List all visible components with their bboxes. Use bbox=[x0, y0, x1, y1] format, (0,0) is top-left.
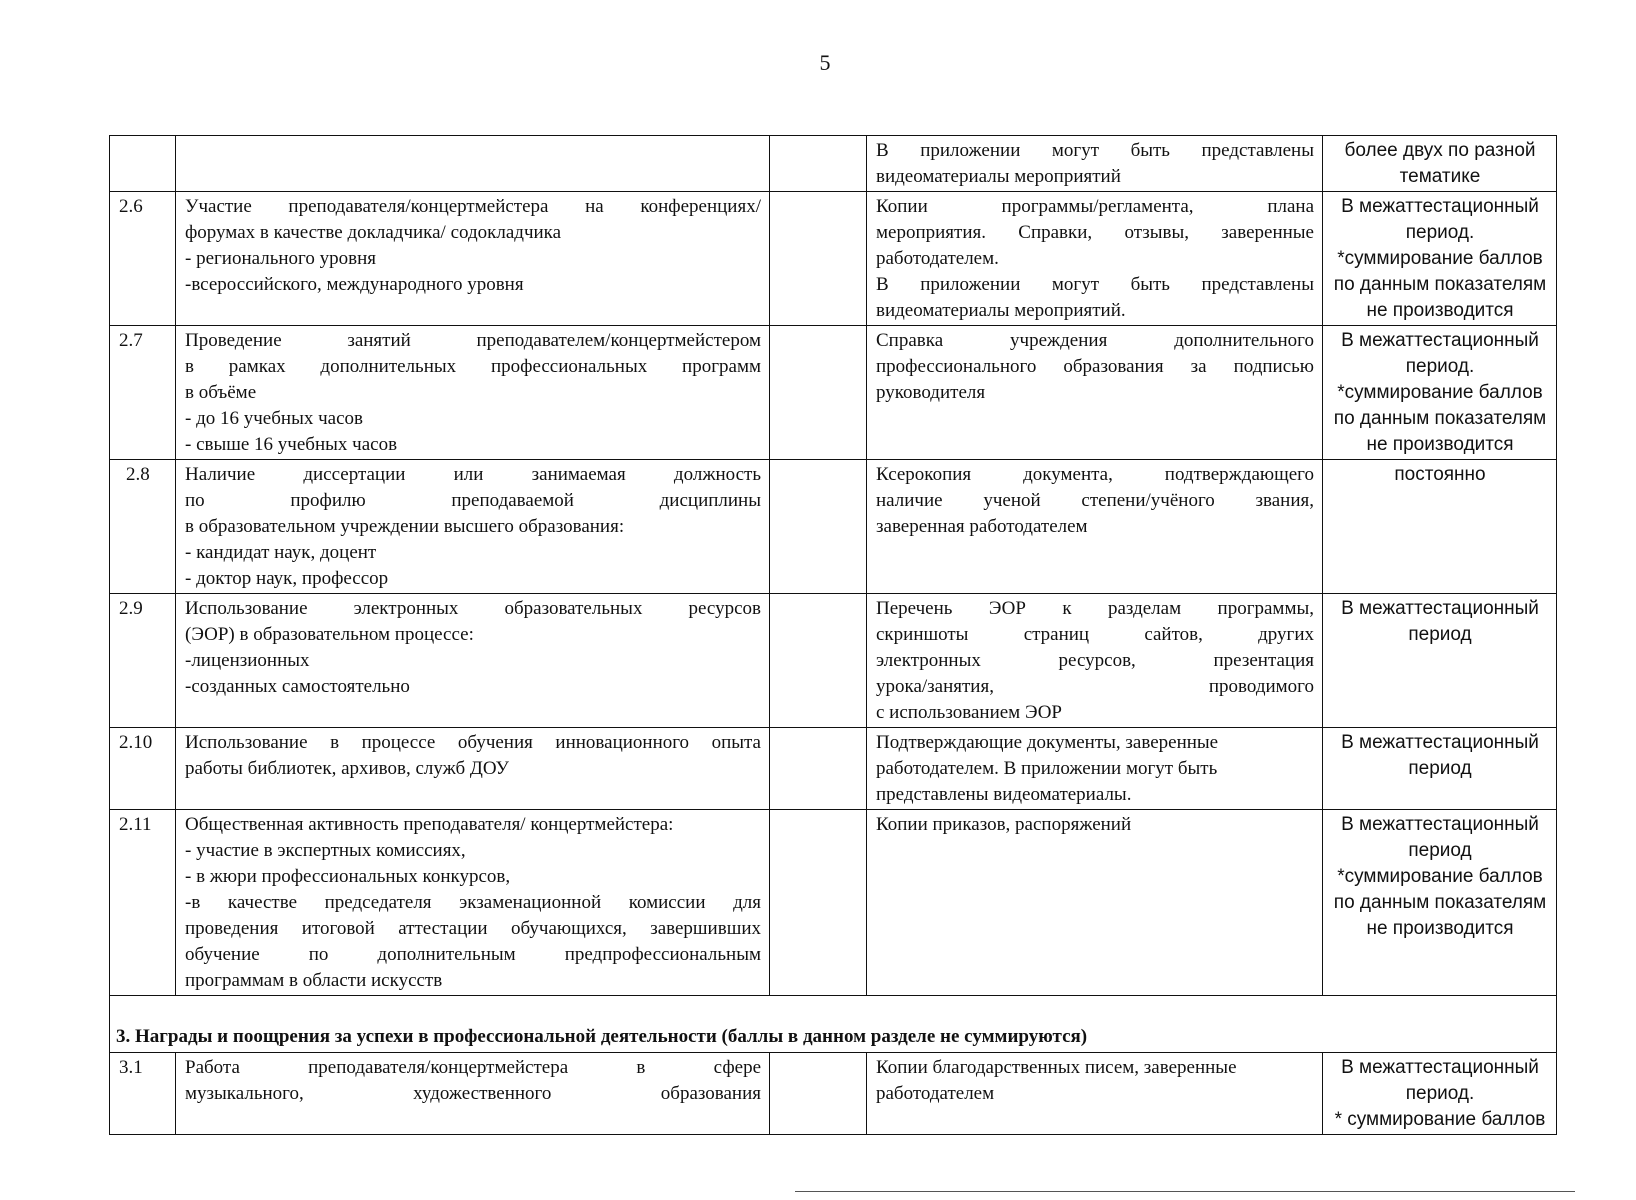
table-row bbox=[110, 192, 1557, 326]
criterion-line: в образовательном учреждении высшего образования: bbox=[185, 516, 625, 537]
criterion-cell bbox=[176, 1053, 770, 1135]
criterion-line: Работа преподавателя/концертмейстера в сфере bbox=[185, 1057, 761, 1078]
evidence-line: урока/занятия, проводимого bbox=[876, 676, 1314, 697]
criterion-line: -созданных самостоятельно bbox=[185, 676, 410, 697]
table-row bbox=[110, 326, 1557, 460]
criterion-line: - доктор наук, профессор bbox=[185, 568, 389, 589]
score-cell bbox=[770, 594, 867, 728]
criterion-line: Проведение занятий преподавателем/концертмейстером bbox=[185, 330, 761, 351]
section-row bbox=[110, 996, 1557, 1053]
criterion-cell bbox=[176, 326, 770, 460]
criterion-line: работы библиотек, архивов, служб ДОУ bbox=[185, 758, 510, 779]
criterion-line: обучение по дополнительным предпрофессиональным bbox=[185, 944, 761, 965]
score-cell bbox=[770, 810, 867, 996]
table-row bbox=[110, 594, 1557, 728]
row-number: 2.11 bbox=[110, 810, 176, 996]
evidence-line: Копии программы/регламента, плана bbox=[876, 196, 1314, 217]
period-note-cell bbox=[1323, 192, 1557, 326]
note-line: В межаттестационный bbox=[1341, 196, 1539, 217]
criterion-line: (ЭОР) в образовательном процессе: bbox=[185, 624, 474, 645]
note-line: *суммирование баллов bbox=[1337, 866, 1543, 887]
score-cell bbox=[770, 326, 867, 460]
criterion-line: - до 16 учебных часов bbox=[185, 408, 363, 429]
row-number: 2.6 bbox=[110, 192, 176, 326]
evidence-line: работодателем bbox=[876, 1083, 995, 1104]
criterion-line: - свыше 16 учебных часов bbox=[185, 434, 398, 455]
evidence-line: профессионального образования за подписью bbox=[876, 356, 1314, 377]
criterion-line: - кандидат наук, доцент bbox=[185, 542, 377, 563]
criterion-line: в объёме bbox=[185, 382, 257, 403]
criterion-line: музыкального, художественного образования bbox=[185, 1083, 761, 1104]
criterion-cell bbox=[176, 136, 770, 192]
row-number-cell bbox=[110, 136, 176, 192]
evidence-cell bbox=[867, 136, 1323, 192]
criterion-line: Наличие диссертации или занимаемая должность bbox=[185, 464, 761, 485]
table-row bbox=[110, 728, 1557, 810]
criterion-line: по профилю преподаваемой дисциплины bbox=[185, 490, 761, 511]
period-note-cell bbox=[1323, 810, 1557, 996]
evidence-cell bbox=[867, 594, 1323, 728]
evidence-line: заверенная работодателем bbox=[876, 516, 1088, 537]
note-line: * суммирование баллов bbox=[1334, 1109, 1546, 1130]
criterion-cell bbox=[176, 192, 770, 326]
period-note-cell bbox=[1323, 136, 1557, 192]
note-line: период. bbox=[1405, 1083, 1475, 1104]
section-title: 3. Награды и поощрения за успехи в профессиональной деятельности (баллы в данном разделе не суммируются) bbox=[110, 996, 1557, 1053]
table-row bbox=[110, 460, 1557, 594]
criterion-cell bbox=[176, 810, 770, 996]
evidence-cell bbox=[867, 1053, 1323, 1135]
evidence-line: Справка учреждения дополнительного bbox=[876, 330, 1314, 351]
table-row bbox=[110, 1053, 1557, 1135]
criterion-line: программам в области искусств bbox=[185, 970, 443, 991]
criterion-line: - в жюри профессиональных конкурсов, bbox=[185, 866, 511, 887]
note-line: В межаттестационный bbox=[1341, 1057, 1539, 1078]
evidence-line: Копии приказов, распоряжений bbox=[876, 814, 1132, 835]
evidence-cell bbox=[867, 460, 1323, 594]
criterion-line: -всероссийского, международного уровня bbox=[185, 274, 524, 295]
note-line: период bbox=[1408, 840, 1472, 861]
criteria-table bbox=[109, 135, 1557, 1135]
table-row bbox=[110, 810, 1557, 996]
score-cell bbox=[770, 460, 867, 594]
row-number: 2.10 bbox=[110, 728, 176, 810]
evidence-line: мероприятия. Справки, отзывы, заверенные bbox=[876, 222, 1314, 243]
note-line: по данным показателям bbox=[1333, 408, 1547, 429]
row-number: 3.1 bbox=[110, 1053, 176, 1135]
criterion-line: - участие в экспертных комиссиях, bbox=[185, 840, 466, 861]
criterion-cell bbox=[176, 728, 770, 810]
evidence-line: Перечень ЭОР к разделам программы, bbox=[876, 598, 1314, 619]
evidence-line: руководителя bbox=[876, 382, 986, 403]
evidence-line: работодателем. bbox=[876, 248, 999, 269]
score-cell bbox=[770, 1053, 867, 1135]
row-number: 2.9 bbox=[110, 594, 176, 728]
criterion-line: - регионального уровня bbox=[185, 248, 377, 269]
criterion-cell bbox=[176, 594, 770, 728]
criterion-line: Общественная активность преподавателя/ концертмейстера: bbox=[185, 814, 674, 835]
evidence-line: представлены видеоматериалы. bbox=[876, 784, 1132, 805]
note-line: не производится bbox=[1366, 300, 1514, 321]
score-cell bbox=[770, 192, 867, 326]
criterion-line: -лицензионных bbox=[185, 650, 310, 671]
note-line: по данным показателям bbox=[1333, 892, 1547, 913]
evidence-line: Копии благодарственных писем, заверенные bbox=[876, 1057, 1237, 1078]
note-line: В межаттестационный bbox=[1341, 598, 1539, 619]
evidence-line: В приложении могут быть представлены bbox=[876, 274, 1314, 295]
criterion-line: Использование в процессе обучения инновационного опыта bbox=[185, 732, 761, 753]
evidence-line: Подтверждающие документы, заверенные bbox=[876, 732, 1219, 753]
period-note-cell bbox=[1323, 460, 1557, 594]
evidence-line: электронных ресурсов, презентация bbox=[876, 650, 1314, 671]
note-line: не производится bbox=[1366, 918, 1514, 939]
note-line: В межаттестационный bbox=[1341, 814, 1539, 835]
note-line: тематике bbox=[1399, 166, 1481, 187]
note-line: период. bbox=[1405, 222, 1475, 243]
evidence-cell bbox=[867, 326, 1323, 460]
note-line: период bbox=[1408, 624, 1472, 645]
evidence-line: видеоматериалы мероприятий bbox=[876, 166, 1121, 187]
note-line: *суммирование баллов bbox=[1337, 382, 1543, 403]
score-cell bbox=[770, 728, 867, 810]
period-note-cell bbox=[1323, 1053, 1557, 1135]
evidence-line: наличие ученой степени/учёного звания, bbox=[876, 490, 1314, 511]
note-line: период bbox=[1408, 758, 1472, 779]
evidence-line: с использованием ЭОР bbox=[876, 702, 1063, 723]
note-line: *суммирование баллов bbox=[1337, 248, 1543, 269]
row-number: 2.8 bbox=[110, 460, 176, 594]
period-note-cell bbox=[1323, 728, 1557, 810]
evidence-cell bbox=[867, 192, 1323, 326]
evidence-line: видеоматериалы мероприятий. bbox=[876, 300, 1126, 321]
note-line: постоянно bbox=[1394, 464, 1486, 485]
evidence-cell bbox=[867, 728, 1323, 810]
score-cell bbox=[770, 136, 867, 192]
note-line: не производится bbox=[1366, 434, 1514, 455]
note-line: период. bbox=[1405, 356, 1475, 377]
note-line: по данным показателям bbox=[1333, 274, 1547, 295]
page-number: 5 bbox=[819, 50, 831, 75]
evidence-line: работодателем. В приложении могут быть bbox=[876, 758, 1218, 779]
evidence-cell bbox=[867, 810, 1323, 996]
scan-edge-line bbox=[795, 1191, 1575, 1192]
criterion-line: Использование электронных образовательных ресурсов bbox=[185, 598, 761, 619]
note-line: более двух по разной bbox=[1344, 140, 1536, 161]
criterion-line: -в качестве председателя экзаменационной комиссии для bbox=[185, 892, 761, 913]
criterion-line: проведения итоговой аттестации обучающихся, завершивших bbox=[185, 918, 761, 939]
criterion-line: Участие преподавателя/концертмейстера на конференциях/ bbox=[185, 196, 761, 217]
note-line: В межаттестационный bbox=[1341, 330, 1539, 351]
note-line: В межаттестационный bbox=[1341, 732, 1539, 753]
evidence-line: Ксерокопия документа, подтверждающего bbox=[876, 464, 1314, 485]
criterion-cell bbox=[176, 460, 770, 594]
criterion-line: в рамках дополнительных профессиональных программ bbox=[185, 356, 761, 377]
table-row bbox=[110, 136, 1557, 192]
period-note-cell bbox=[1323, 326, 1557, 460]
criterion-line: форумах в качестве докладчика/ содокладчика bbox=[185, 222, 562, 243]
evidence-line: В приложении могут быть представлены bbox=[876, 140, 1314, 161]
period-note-cell bbox=[1323, 594, 1557, 728]
row-number: 2.7 bbox=[110, 326, 176, 460]
evidence-line: скриншоты страниц сайтов, других bbox=[876, 624, 1314, 645]
